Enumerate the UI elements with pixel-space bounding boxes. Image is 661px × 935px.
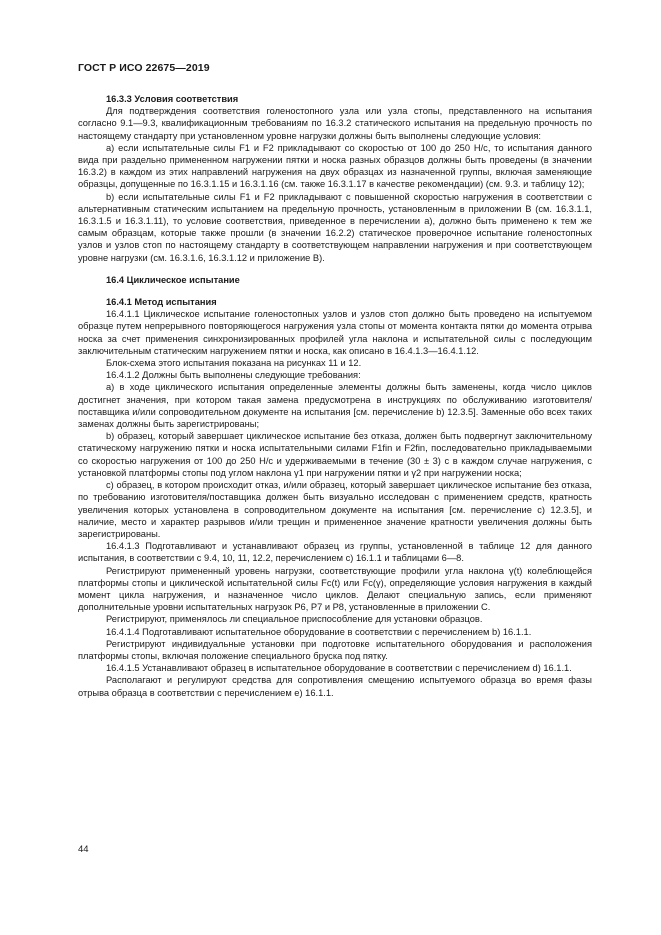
paragraph: Располагают и регулируют средства для сопротивления смещению испытуемого образца во время фазы отрыва образца в соответствии с перечислением е) 16.1.1. bbox=[78, 675, 592, 698]
document-header: ГОСТ Р ИСО 22675—2019 bbox=[78, 62, 210, 74]
list-item: а) если испытательные силы F1 и F2 прикладывают со скоростью от 100 до 250 Н/с, то испытания данного вида при раздельно примененном нагружении пятки и носка разных образцов должны быть проведены (в значении 16.3.2) в каждом из этих направлений нагружения на двух образцах из назначенной группы, включая заменяющие образцы, допущенные по 16.3.1.15 и 16.3.1.16 (см. также 16.3.1.17 в качестве рекомендации) (см. 9.3. и таблицу 12); bbox=[78, 142, 592, 190]
page-body bbox=[78, 93, 592, 699]
paragraph: Блок-схема этого испытания показана на рисунках 11 и 12. bbox=[106, 358, 362, 369]
paragraph: Регистрируют, применялось ли специальное приспособление для установки образцов. bbox=[106, 614, 483, 625]
paragraph: Для подтверждения соответствия голеностопного узла или узла стопы, представленного на испытания согласно 9.1—9.3, квалификационным требованиям по 16.3.2 статического испытания на предельную прочность по настоящему стандарту при установленном уровне нагрузки должны быть выполнены следующие условия: bbox=[78, 106, 592, 141]
list-item: а) в ходе циклического испытания определенные элементы должны быть заменены, когда число циклов достигнет значения, при котором такая замена предусмотрена в инструкциях по обслуживанию изготовителя/поставщика и/или сопроводительном документе на испытания [см. перечисление b) 12.3.5]. Заменные обо всех таких заменах должны быть зарегистрированы; bbox=[78, 382, 592, 430]
list-item: b) если испытательные силы F1 и F2 прикладывают с повышенной скоростью нагружения в соответствии с альтернативным статическим испытанием на предельную прочность, установленным в приложении В (см. 16.3.1.1, 16.3.1.5 и 16.3.1.11), то условие соответствия, приведенное в перечислении а), должно быть применено к тем же самым образцам, которые также прошли (в значении 16.2.2) статическое проверочное испытание голеностопных узлов и узлов стоп по настоящему стандарту в соответствующем направлении нагружения и при соответствующем уровне нагрузки (см. 16.3.1.6, 16.3.1.12 и приложение В). bbox=[78, 191, 592, 263]
paragraph: 16.4.1.5 Устанавливают образец в испытательное оборудование в соответствии с перечислением d) 16.1.1. bbox=[106, 663, 572, 674]
paragraph: Регистрируют примененный уровень нагрузки, соответствующие профили угла наклона γ(t) колеблющейся платформы стопы и циклической испытательной силы Fc(t) или Fc(γ), определяющие условия нагружения в каждый момент цикла нагружения, и назначенное число циклов. Делают специальную запись, если применяют дополнительные уровни испытательных нагрузок Р6, Р7 и Р8, установленные в приложении С. bbox=[78, 565, 592, 613]
paragraph: 16.4.1.3 Подготавливают и устанавливают образец из группы, установленной в таблице 12 для данного испытания, в соответствии с 9.4, 10, 11, 12.2, перечислением с) 16.1.1 и таблицами 6—8. bbox=[78, 541, 592, 564]
list-item: b) образец, который завершает циклическое испытание без отказа, должен быть подвергнут заключительному статическому нагружению пятки и носка испытательными силами F1fin и F2fin, последовательно прикладываемыми со скоростью нагружения от 100 до 250 Н/с и удерживаемыми в течение (30 ± 3) с в каждом случае нагружения, с установкой платформы стопы под углом наклона γ1 при нагружении пятки и γ2 при нагружении носка; bbox=[78, 431, 592, 478]
paragraph: Регистрируют индивидуальные установки при подготовке испытательного оборудования и расположения платформы стопы, включая положение специального бруска под пятку. bbox=[78, 638, 592, 661]
paragraph: 16.4.1.1 Циклическое испытание голеностопных узлов и узлов стоп должно быть проведено на испытуемом образце путем непрерывного повторяющегося нагружения узла стопы от момента контакта пятки до момента отрыва носка за счет применения синхронизированных профилей угла наклона и испытательной силы с последующим заключительным статическим нагружением пятки и носка, как описано в 16.4.1.3—16.4.1.12. bbox=[78, 309, 592, 356]
paragraph: 16.4.1.2 Должны быть выполнены следующие требования: bbox=[106, 370, 361, 381]
section-heading: 16.4.1 Метод испытания bbox=[106, 297, 217, 308]
paragraph: 16.4.1.4 Подготавливают испытательное оборудование в соответствии с перечислением b) 16.1.1. bbox=[106, 626, 532, 637]
section-heading: 16.4 Циклическое испытание bbox=[106, 274, 240, 285]
page-number: 44 bbox=[78, 844, 89, 855]
section-heading: 16.3.3 Условия соответствия bbox=[106, 94, 239, 104]
list-item: с) образец, в котором происходит отказ, и/или образец, который завершает циклическое испытание без отказа, по требованию изготовителя/поставщика должен быть визуально исследован с применением средств, кратность увеличения которых установлена в сопроводительном документе на испытания [см. перечисление с) 12.3.5], и наличие, место и характер разрывов и/или трещин и примененное значение кратности увеличения должны быть зарегистрированы. bbox=[78, 480, 592, 539]
